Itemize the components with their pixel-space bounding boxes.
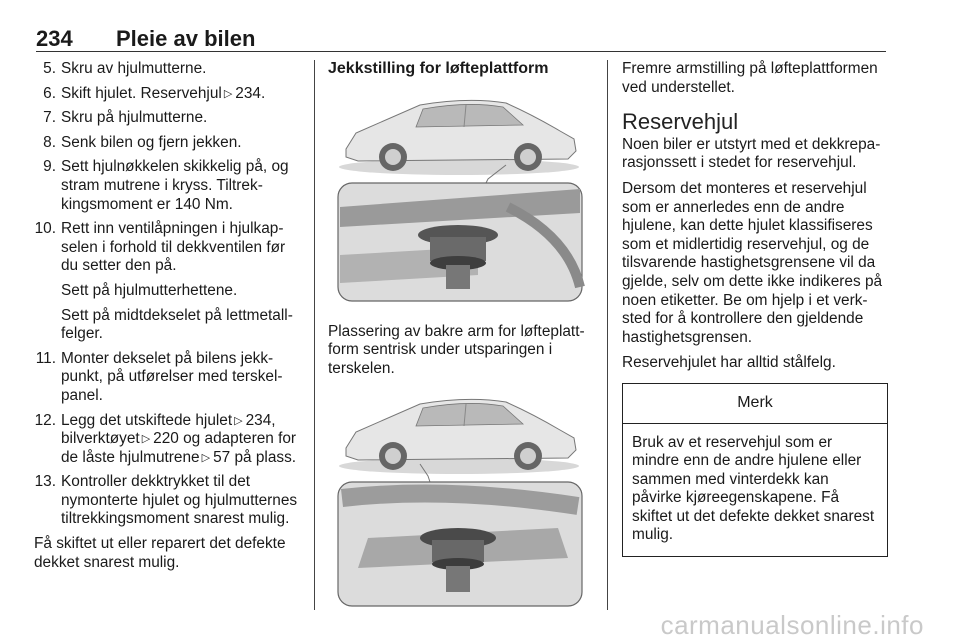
list-item	[34, 60, 302, 79]
page-ref[interactable]: 234,	[245, 411, 276, 429]
step-number: 8.	[43, 133, 56, 151]
watermark: carmanualsonline.info	[660, 610, 924, 640]
page-title: Pleie av bilen	[116, 26, 256, 51]
column-3	[622, 60, 888, 557]
step-number: 12.	[34, 411, 56, 429]
column-2	[328, 60, 594, 610]
paragraph: Reservehjulet har alltid stålfelg.	[622, 354, 836, 372]
header-rule	[36, 51, 886, 52]
page-header	[36, 26, 886, 52]
page-number: 234	[36, 26, 73, 51]
section-heading-reservehjul: Reservehjul	[622, 109, 739, 135]
step-text: Skru på hjulmutterne.	[61, 109, 208, 127]
step-number: 7.	[43, 109, 56, 127]
list-item	[34, 85, 302, 104]
step-text: Monter dekselet på bilens jekkpunkt, på utførelser med terskelpanel.	[61, 349, 283, 404]
note-box	[622, 383, 888, 557]
list-item	[34, 350, 302, 406]
step-text: Kontroller dekktrykket til det nymonterte hjulet og hjulmutternes tiltrekkingsmoment snarest mulig.	[61, 473, 298, 528]
list-item	[34, 473, 302, 529]
column-divider-2	[607, 60, 608, 610]
step-text: Legg det utskiftede hjulet	[61, 411, 233, 429]
step-text: Senk bilen og fjern jekken.	[61, 133, 242, 151]
step-text: Skru av hjulmutterne.	[61, 60, 207, 77]
step-text: Skift hjulet. Reservehjul	[61, 84, 222, 102]
list-item	[34, 158, 302, 214]
arrow-right-icon[interactable]: ▷	[223, 87, 233, 100]
step-subtext: Sett på midtdekselet på lettmetallfelger.	[61, 306, 293, 343]
column-divider-1	[314, 60, 315, 610]
page-ref[interactable]: 220 og adapteren for de låste hjulmutrene	[61, 430, 297, 466]
intro-text: Fremre armstilling på løfteplattformen ved understellet.	[622, 60, 878, 96]
step-number: 6.	[43, 84, 56, 102]
step-text: Rett inn ventilåpningen i hjulkapselen i forhold til dekkventilen før du setter den på.	[61, 220, 286, 275]
step-number: 13.	[34, 473, 56, 491]
list-item	[34, 412, 302, 468]
figure-caption: Plassering av bakre arm for løfteplattform sentrisk under utsparingen i terskelen.	[328, 322, 585, 377]
closing-text: Få skiftet ut eller reparert det defekte dekket snarest mulig.	[34, 535, 286, 571]
page-ref[interactable]: 234.	[235, 84, 266, 102]
paragraph: Noen biler er utstyrt med et dekkreparasjonssett i stedet for reservehjul.	[622, 135, 881, 172]
column-1	[34, 60, 302, 579]
note-body: Bruk av et reservehjul som er mindre enn de andre hjulene eller sammen med vinterdekk kan påvirke kjøreegenskapene. Få skiftet ut det defekte dekket snarest mulig.	[632, 433, 875, 544]
step-subtext: Sett på hjulmutterhettene.	[61, 281, 238, 299]
step-number: 9.	[43, 158, 56, 176]
step-number: 10.	[34, 220, 56, 238]
lift-arm-detail	[338, 482, 582, 606]
page-ref[interactable]: 57 på plass.	[213, 448, 297, 466]
steps-list	[34, 60, 302, 529]
lift-front-arm-figure	[328, 388, 590, 610]
step-number: 5.	[43, 60, 56, 77]
section-heading: Jekkstilling for løfteplattform	[328, 60, 549, 77]
step-text: bilverktøyet	[61, 430, 140, 448]
arrow-right-icon[interactable]: ▷	[141, 433, 151, 446]
list-item	[34, 109, 302, 128]
lift-arm-detail	[338, 183, 582, 301]
note-title: Merk	[623, 384, 887, 424]
list-item	[34, 220, 302, 344]
paragraph: Dersom det monteres et reservehjul som er annerledes enn de andre hjulene, kan dette hjulet klassifiseres som et midlertidig reservehjul, og de tilsvarende hastighetsgrensene vil da gjelde, selv om dette ikke indikeres på noen etiketter. Be om hjelp i et verksted for å kontrollere den gjeldende hastighetsgrensen.	[622, 179, 883, 346]
arrow-right-icon[interactable]: ▷	[201, 451, 211, 464]
step-number: 11.	[35, 349, 56, 367]
lift-rear-arm-figure	[328, 87, 590, 309]
step-text: Sett hjulnøkkelen skikkelig på, og stram mutrene i kryss. Tiltrekkingsmoment er 140 Nm.	[61, 158, 289, 213]
list-item	[34, 134, 302, 153]
arrow-right-icon[interactable]: ▷	[234, 414, 243, 427]
